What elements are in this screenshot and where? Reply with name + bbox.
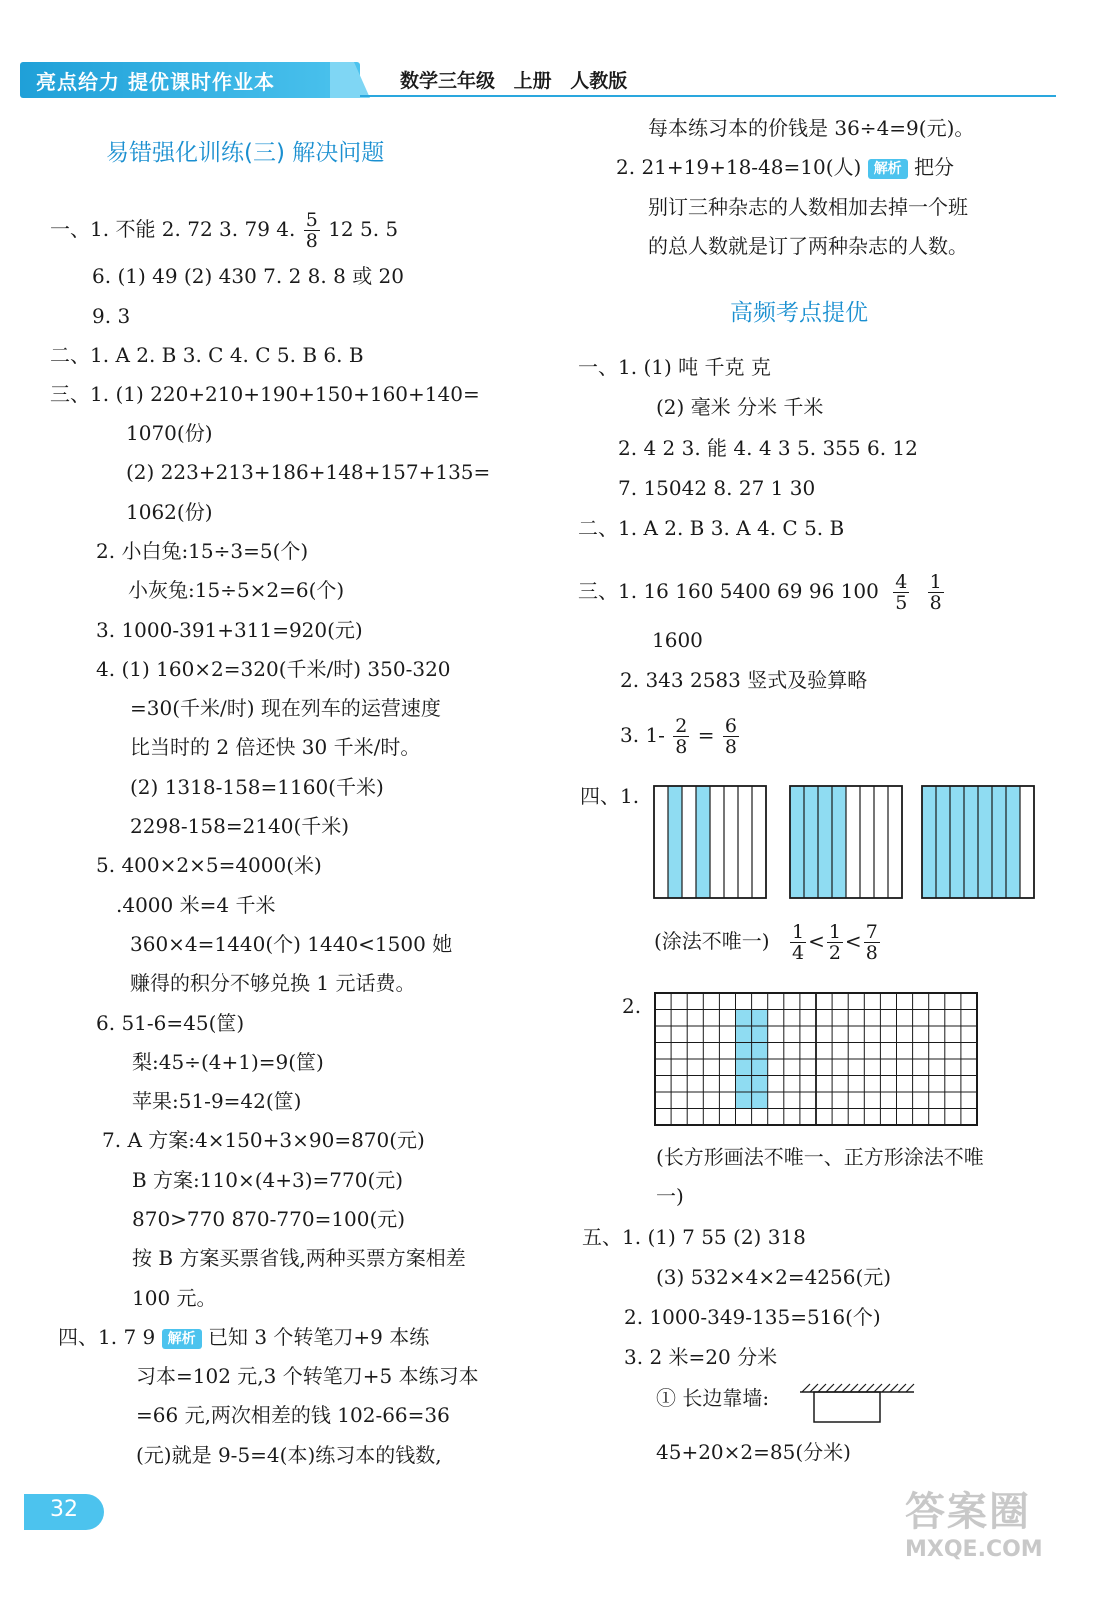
shaded-cell: [736, 1043, 752, 1060]
shaded-cell: [752, 1026, 768, 1043]
answer-line: 赚得的积分不够兑换 1 元话费。: [130, 971, 416, 995]
answer-line: 别订三种杂志的人数相加去掉一个班: [648, 195, 968, 219]
analysis-tag: 解析: [162, 1329, 202, 1349]
shaded-part: [832, 786, 846, 898]
answer-line: 四、1. 7 9 解析 已知 3 个转笔刀+9 本练: [58, 1325, 430, 1349]
answer-line: 按 B 方案买票省钱,两种买票方案相差: [132, 1246, 466, 1270]
square-grid-diagram: [652, 990, 982, 1130]
answer-line: 1062(份): [126, 500, 213, 524]
answer-line: (长方形画法不唯一、正方形涂法不唯: [656, 1145, 984, 1169]
answer-line: 1070(份): [126, 421, 213, 445]
answer-line: 四、1.: [580, 784, 640, 808]
answer-line: 2. 21+19+18-48=10(人) 解析 把分: [616, 155, 955, 179]
answer-line: 6. (1) 49 (2) 430 7. 2 8. 8 或 20: [92, 264, 405, 288]
shaded-cell: [736, 1092, 752, 1109]
shaded-cell: [752, 1092, 768, 1109]
shaded-part: [936, 786, 950, 898]
shaded-cell: [736, 1010, 752, 1027]
fraction: $\frac{1}{8}$: [929, 571, 942, 614]
answer-line: 小灰兔:15÷5×2=6(个): [128, 578, 345, 602]
answer-line: 5. 400×2×5=4000(米): [96, 853, 322, 877]
page-number: 32: [50, 1497, 78, 1522]
answer-line: 2. 小白兔:15÷3=5(个): [96, 539, 309, 563]
shaded-part: [950, 786, 964, 898]
fraction: $\frac{1}{2}$: [828, 921, 841, 964]
answer-line: B 方案:110×(4+3)=770(元): [132, 1168, 404, 1192]
shaded-cell: [752, 1059, 768, 1076]
answer-line: 二、1. A 2. B 3. C 4. C 5. B 6. B: [50, 343, 364, 367]
answer-line: 2. 4 2 3. 能 4. 4 3 5. 355 6. 12: [618, 436, 918, 460]
answer-line: (3) 532×4×2=4256(元): [656, 1265, 892, 1289]
shaded-cell: [752, 1076, 768, 1093]
shaded-part: [804, 786, 818, 898]
grid-lines: [655, 993, 977, 1125]
shaded-part: [964, 786, 978, 898]
series-title: 亮点给力 提优课时作业本: [36, 70, 275, 94]
answer-line: 2. 343 2583 竖式及验算略: [620, 668, 868, 692]
answer-line: .4000 米=4 千米: [116, 893, 276, 917]
header-band-tail: [330, 62, 370, 98]
shaded-part: [992, 786, 1006, 898]
section-title-right: 高频考点提优: [730, 300, 868, 326]
answer-line: 一、1. 不能 2. 72 3. 79 4. $\frac{5}{8}$ 12 5. 5: [50, 209, 399, 252]
shaded-cell: [752, 1043, 768, 1060]
section-title-left: 易错强化训练(三) 解决问题: [106, 140, 385, 166]
shaded-cell: [736, 1059, 752, 1076]
answer-line: 2298-158=2140(千米): [130, 814, 350, 838]
answer-line: (2) 223+213+186+148+157+135=: [126, 460, 491, 484]
answer-line: 9. 3: [92, 304, 131, 328]
fraction: $\frac{5}{8}$: [305, 209, 318, 252]
shaded-cell: [736, 1026, 752, 1043]
answer-line: 比当时的 2 倍还快 30 千米/时。: [130, 735, 421, 759]
answer-line: 梨:45÷(4+1)=9(筐): [132, 1050, 324, 1074]
fraction: $\frac{4}{5}$: [895, 571, 908, 614]
answer-line: 苹果:51-9=42(筐): [132, 1089, 302, 1113]
answer-line: 870>770 870-770=100(元): [132, 1207, 406, 1231]
answer-line: 3. 1- $\frac{2}{8}$ = $\frac{6}{8}$: [620, 715, 737, 758]
analysis-tag: 解析: [868, 159, 908, 179]
answer-line: ① 长边靠墙:: [656, 1386, 770, 1410]
answer-line: =30(千米/时) 现在列车的运营速度: [130, 696, 441, 720]
fraction: $\frac{1}{4}$: [791, 921, 805, 964]
fraction: $\frac{7}{8}$: [865, 921, 878, 964]
shaded-cell: [752, 1010, 768, 1027]
fraction: $\frac{2}{8}$: [675, 715, 688, 758]
answer-line: 3. 2 米=20 分米: [624, 1345, 778, 1369]
answer-line: 每本练习本的价钱是 36÷4=9(元)。: [648, 116, 975, 140]
book-title: 数学三年级 上册 人教版: [400, 70, 628, 92]
answer-line: 二、1. A 2. B 3. A 4. C 5. B: [578, 516, 845, 540]
wall-rectangle-sketch: [798, 1382, 918, 1426]
answer-line: 三、1. 16 160 5400 69 96 100 $\frac{4}{5}$ $\frac{1}{8}$: [578, 571, 942, 614]
strip-quarter: [654, 786, 766, 898]
header-rule: [360, 95, 1056, 97]
strip-half: [790, 786, 902, 898]
fraction-strips-diagram: [650, 784, 1050, 900]
shaded-part: [978, 786, 992, 898]
answer-line: (涂法不唯一) $\frac{1}{4}$ < $\frac{1}{2}$ < $\frac{7}{8}$: [654, 921, 878, 964]
answer-line: 360×4=1440(个) 1440<1500 她: [130, 932, 453, 956]
answer-line: 五、1. (1) 7 55 (2) 318: [582, 1225, 806, 1249]
fraction: $\frac{6}{8}$: [724, 715, 737, 758]
answer-line: 7. 15042 8. 27 1 30: [618, 476, 816, 500]
answer-line: 一): [656, 1184, 684, 1208]
answer-line: 2. 1000-349-135=516(个): [624, 1305, 881, 1329]
shaded-part: [696, 786, 710, 898]
answer-line: 4. (1) 160×2=320(千米/时) 350-320: [96, 657, 451, 681]
answer-line: =66 元,两次相差的钱 102-66=36: [136, 1403, 450, 1427]
shaded-part: [668, 786, 682, 898]
answer-line: (2) 毫米 分米 千米: [656, 395, 824, 419]
strip-seven-eighths: [922, 786, 1034, 898]
answer-line: 1600: [652, 628, 703, 652]
shaded-part: [922, 786, 936, 898]
watermark: 答案圈 MXQE.COM: [905, 1489, 1043, 1562]
answer-line: 3. 1000-391+311=920(元): [96, 618, 363, 642]
shaded-cell: [736, 1076, 752, 1093]
answer-line: 100 元。: [132, 1286, 217, 1310]
shaded-part: [1006, 786, 1020, 898]
answer-line: 一、1. (1) 吨 千克 克: [578, 355, 771, 379]
answer-line: (元)就是 9-5=4(本)练习本的钱数,: [136, 1443, 442, 1467]
answer-line: 2.: [622, 994, 642, 1018]
answer-line: 7. A 方案:4×150+3×90=870(元): [102, 1128, 425, 1152]
answer-line: (2) 1318-158=1160(千米): [130, 775, 384, 799]
answer-line: 的总人数就是订了两种杂志的人数。: [648, 234, 968, 258]
shaded-part: [818, 786, 832, 898]
answer-line: 三、1. (1) 220+210+190+150+160+140=: [50, 382, 480, 406]
shaded-part: [790, 786, 804, 898]
answer-line: 习本=102 元,3 个转笔刀+5 本练习本: [136, 1364, 479, 1388]
answer-line: 6. 51-6=45(筐): [96, 1011, 245, 1035]
answer-line: 45+20×2=85(分米): [656, 1440, 851, 1464]
